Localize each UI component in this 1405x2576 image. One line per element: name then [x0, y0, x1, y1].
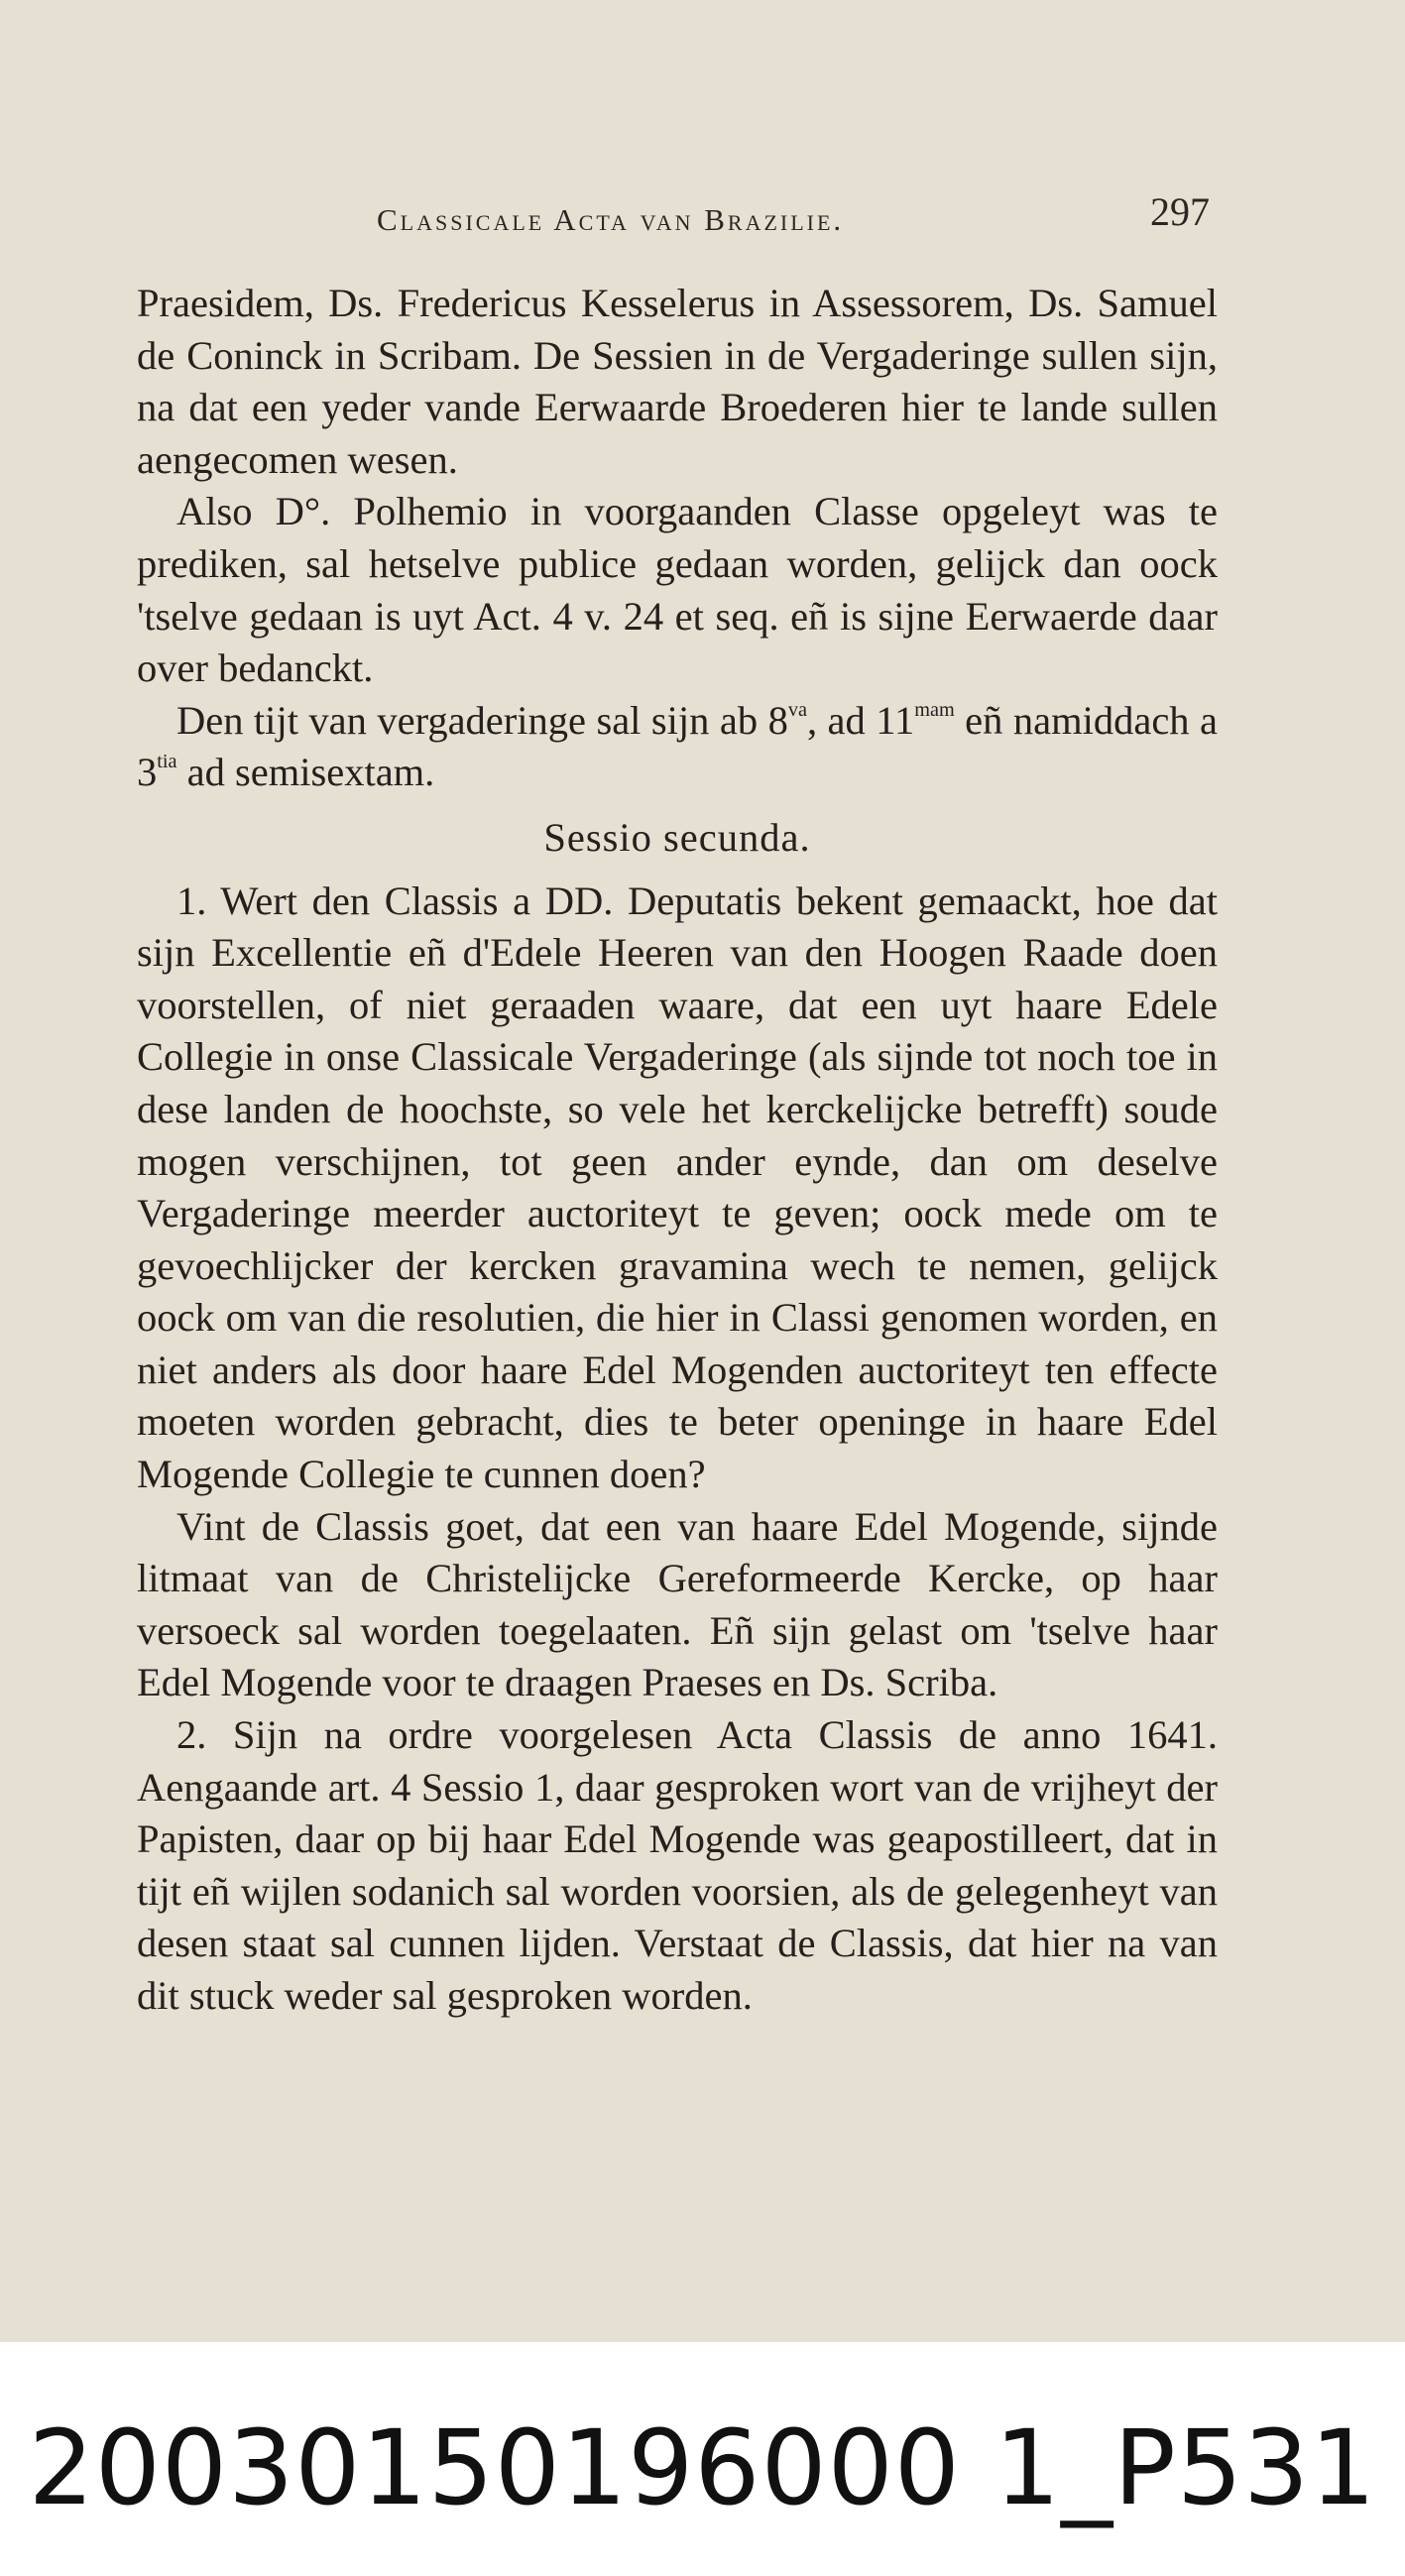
superscript-mam: mam [914, 698, 955, 721]
running-head [139, 188, 1210, 248]
paragraph-3-text-b: , ad 11 [806, 697, 915, 743]
paragraph-2: Also D°. Polhemio in voorgaanden Classe opgeleyt was te prediken, sal hetselve publice gedaan worden, gelijck dan oock 'tselve gedaan is uyt Act. 4 v. 24 et seq. eñ is sijne Eerwaerde daar over bedanckt. [137, 489, 1218, 691]
running-title: Classicale Acta van Brazilie. [377, 202, 845, 237]
page-number: 297 [1150, 189, 1210, 234]
scan-footer [0, 2342, 1405, 2576]
paragraph-3-text-d: ad semisextam. [176, 750, 435, 795]
paragraph-6: 2. Sijn na ordre voorgelesen Acta Classis de anno 1641. Aengaande art. 4 Sessio 1, daar gesproken wort van de vrijheyt der Papisten, daar op bij haar Edel Mogende was geapostilleert, dat in tijt eñ wijlen sodanich sal worden voorsien, als de gelegenheyt van desen staat sal cunnen lijden. Verstaat de Classis, dat hier na van dit stuck weder sal gesproken worden. [137, 1712, 1218, 2018]
paragraph-1: Praesidem, Ds. Fredericus Kesselerus in Assessorem, Ds. Samuel de Coninck in Scribam. De Sessien in de Vergaderinge sullen sijn, na dat een yeder vande Eerwaarde Broederen hier te lande sullen aengecomen wesen. [137, 281, 1218, 482]
paragraph-3-text-a: Den tijt van vergaderinge sal sijn ab 8 [176, 697, 788, 743]
superscript-va: va [787, 698, 807, 721]
paragraph-4: 1. Wert den Classis a DD. Deputatis bekent gemaackt, hoe dat sijn Excellentie eñ d'Edele Heeren van den Hoogen Raade doen voorstellen, of niet geraaden waare, dat een uyt haare Edele Collegie in onse Classicale Vergaderinge (als sijnde tot noch toe in dese landen de hoochste, so vele het kerckelijcke betrefft) soude mogen verschijnen, tot geen ander eynde, dan om deselve Vergaderinge meerder auctoriteyt te geven; oock mede om te gevoechlijcker der kercken gravamina wech te nemen, gelijck oock om van die resolutien, die hier in Classi genomen worden, en niet anders als door haare Edel Mogenden auctoriteyt ten effecte moeten worden gebracht, dies te beter openinge in haare Edel Mogende Collegie te cunnen doen? [137, 878, 1218, 1497]
section-heading: Sessio secunda. [543, 814, 811, 860]
scan-identifier: 20030150196000 1_P531 [28, 2407, 1377, 2528]
body-text [137, 278, 1218, 2023]
paragraph-3 [137, 695, 1218, 799]
paragraph-3-text-c: eñ namiddach a 3 [137, 697, 1218, 795]
superscript-tia: tia [157, 751, 177, 773]
paragraph-5: Vint de Classis goet, dat een van haare Edel Mogende, sijnde litmaat van de Christelijcke Gereformeerde Kercke, op haar versoeck sal worden toegelaaten. Eñ sijn gelast om 'tselve haar Edel Mogende voor te draagen Praeses en Ds. Scriba. [137, 1503, 1218, 1705]
